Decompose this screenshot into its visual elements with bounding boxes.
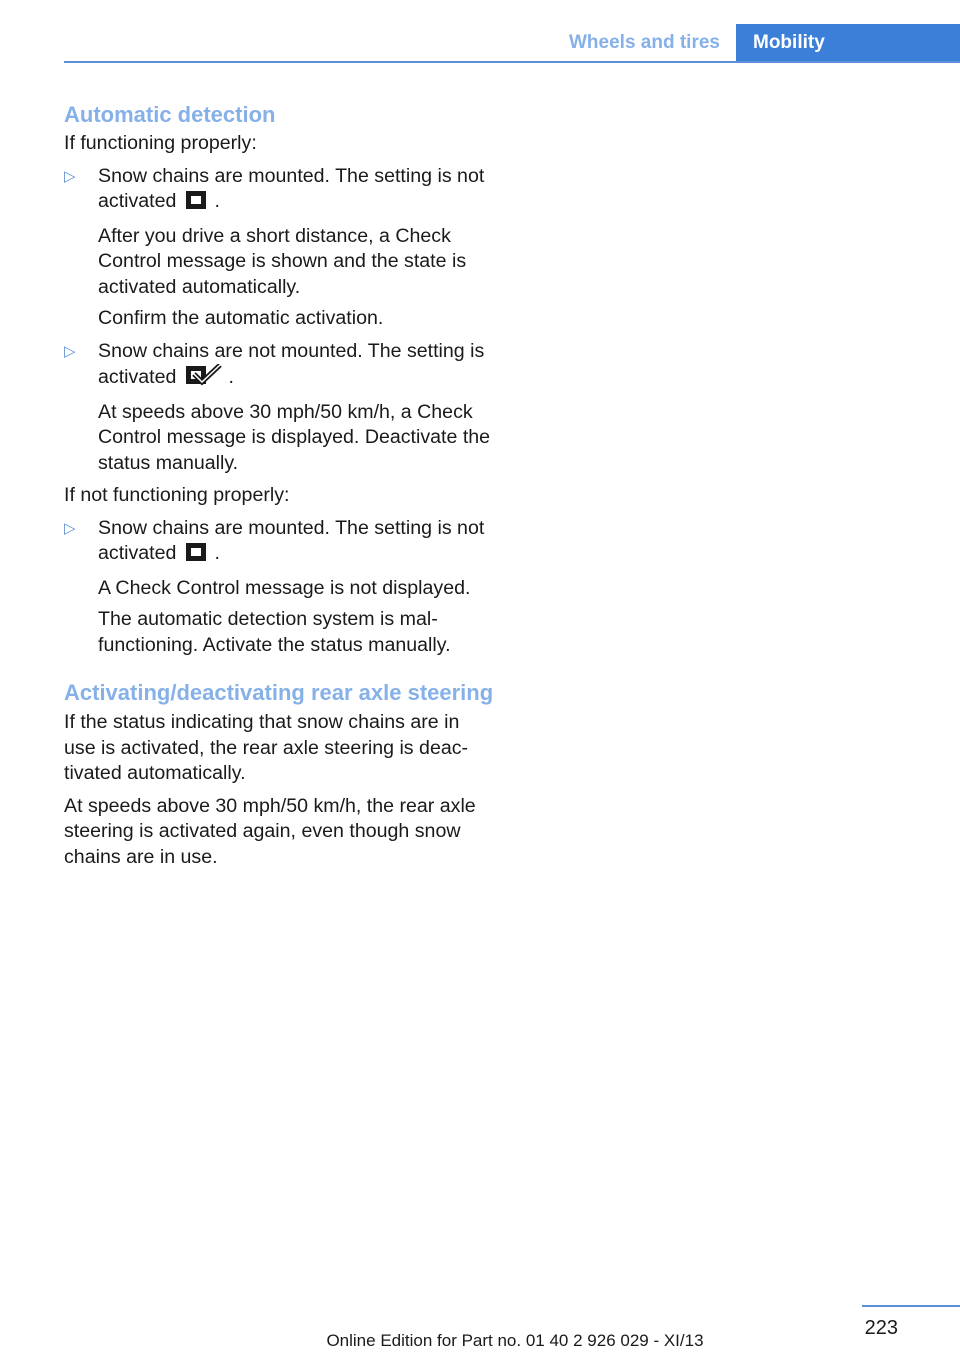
not-functioning-intro: If not functioning properly: [64, 484, 290, 506]
item1-line-b: After you drive a short distance, a Check Control message is shown and the state is activated automatically. [98, 224, 467, 298]
checkbox-unchecked-icon [186, 542, 208, 570]
checkbox-unchecked-icon [186, 190, 208, 218]
item1-line-c: Confirm the automatic activation. [98, 307, 384, 329]
header-divider [64, 61, 960, 63]
item3-line-a: Snow chains are mounted. The setting is not activated . [98, 516, 494, 570]
item3-line-c: The automatic detection system is malfunctioning. Activate the status manually. [98, 608, 451, 656]
list-item [64, 339, 494, 477]
triangle-right-outline-icon: ▷ [64, 167, 76, 185]
page-content [64, 102, 494, 870]
heading-automatic-detection: Automatic detection [64, 102, 276, 127]
checkbox-checked-icon [186, 364, 222, 394]
footer-divider [862, 1305, 960, 1307]
list-item [64, 164, 494, 332]
rear-axle-para1: If the status indicating that snow chains are in use is activated, the rear axle steering is deactivated automatically. [64, 711, 469, 784]
item2-line-b: At speeds above 30 mph/50 km/h, a Check Control message is displayed. Deactivate the status manually. [98, 400, 491, 474]
edition-footer: Online Edition for Part no. 01 40 2 926 029 - XI/13 [326, 1331, 704, 1350]
list-item [64, 516, 494, 659]
functioning-intro: If functioning properly: [64, 132, 257, 154]
page-number: 223 [864, 1317, 898, 1339]
triangle-right-outline-icon: ▷ [64, 342, 76, 360]
item3-line-b: A Check Control message is not displayed. [98, 576, 471, 599]
item1-line-a: Snow chains are mounted. The setting is not activated . [98, 164, 494, 218]
heading-rear-axle-steering: Activating/deactivating rear axle steering [64, 680, 494, 705]
header-chapter-tab: Mobility [736, 24, 960, 61]
header-section-tab: Wheels and tires [569, 31, 720, 53]
item2-line-a: Snow chains are not mounted. The setting is activated . [98, 339, 494, 394]
rear-axle-para2: At speeds above 30 mph/50 km/h, the rear axle steering is activated again, even though snow chains are in use. [64, 794, 476, 868]
triangle-right-outline-icon: ▷ [64, 519, 76, 537]
